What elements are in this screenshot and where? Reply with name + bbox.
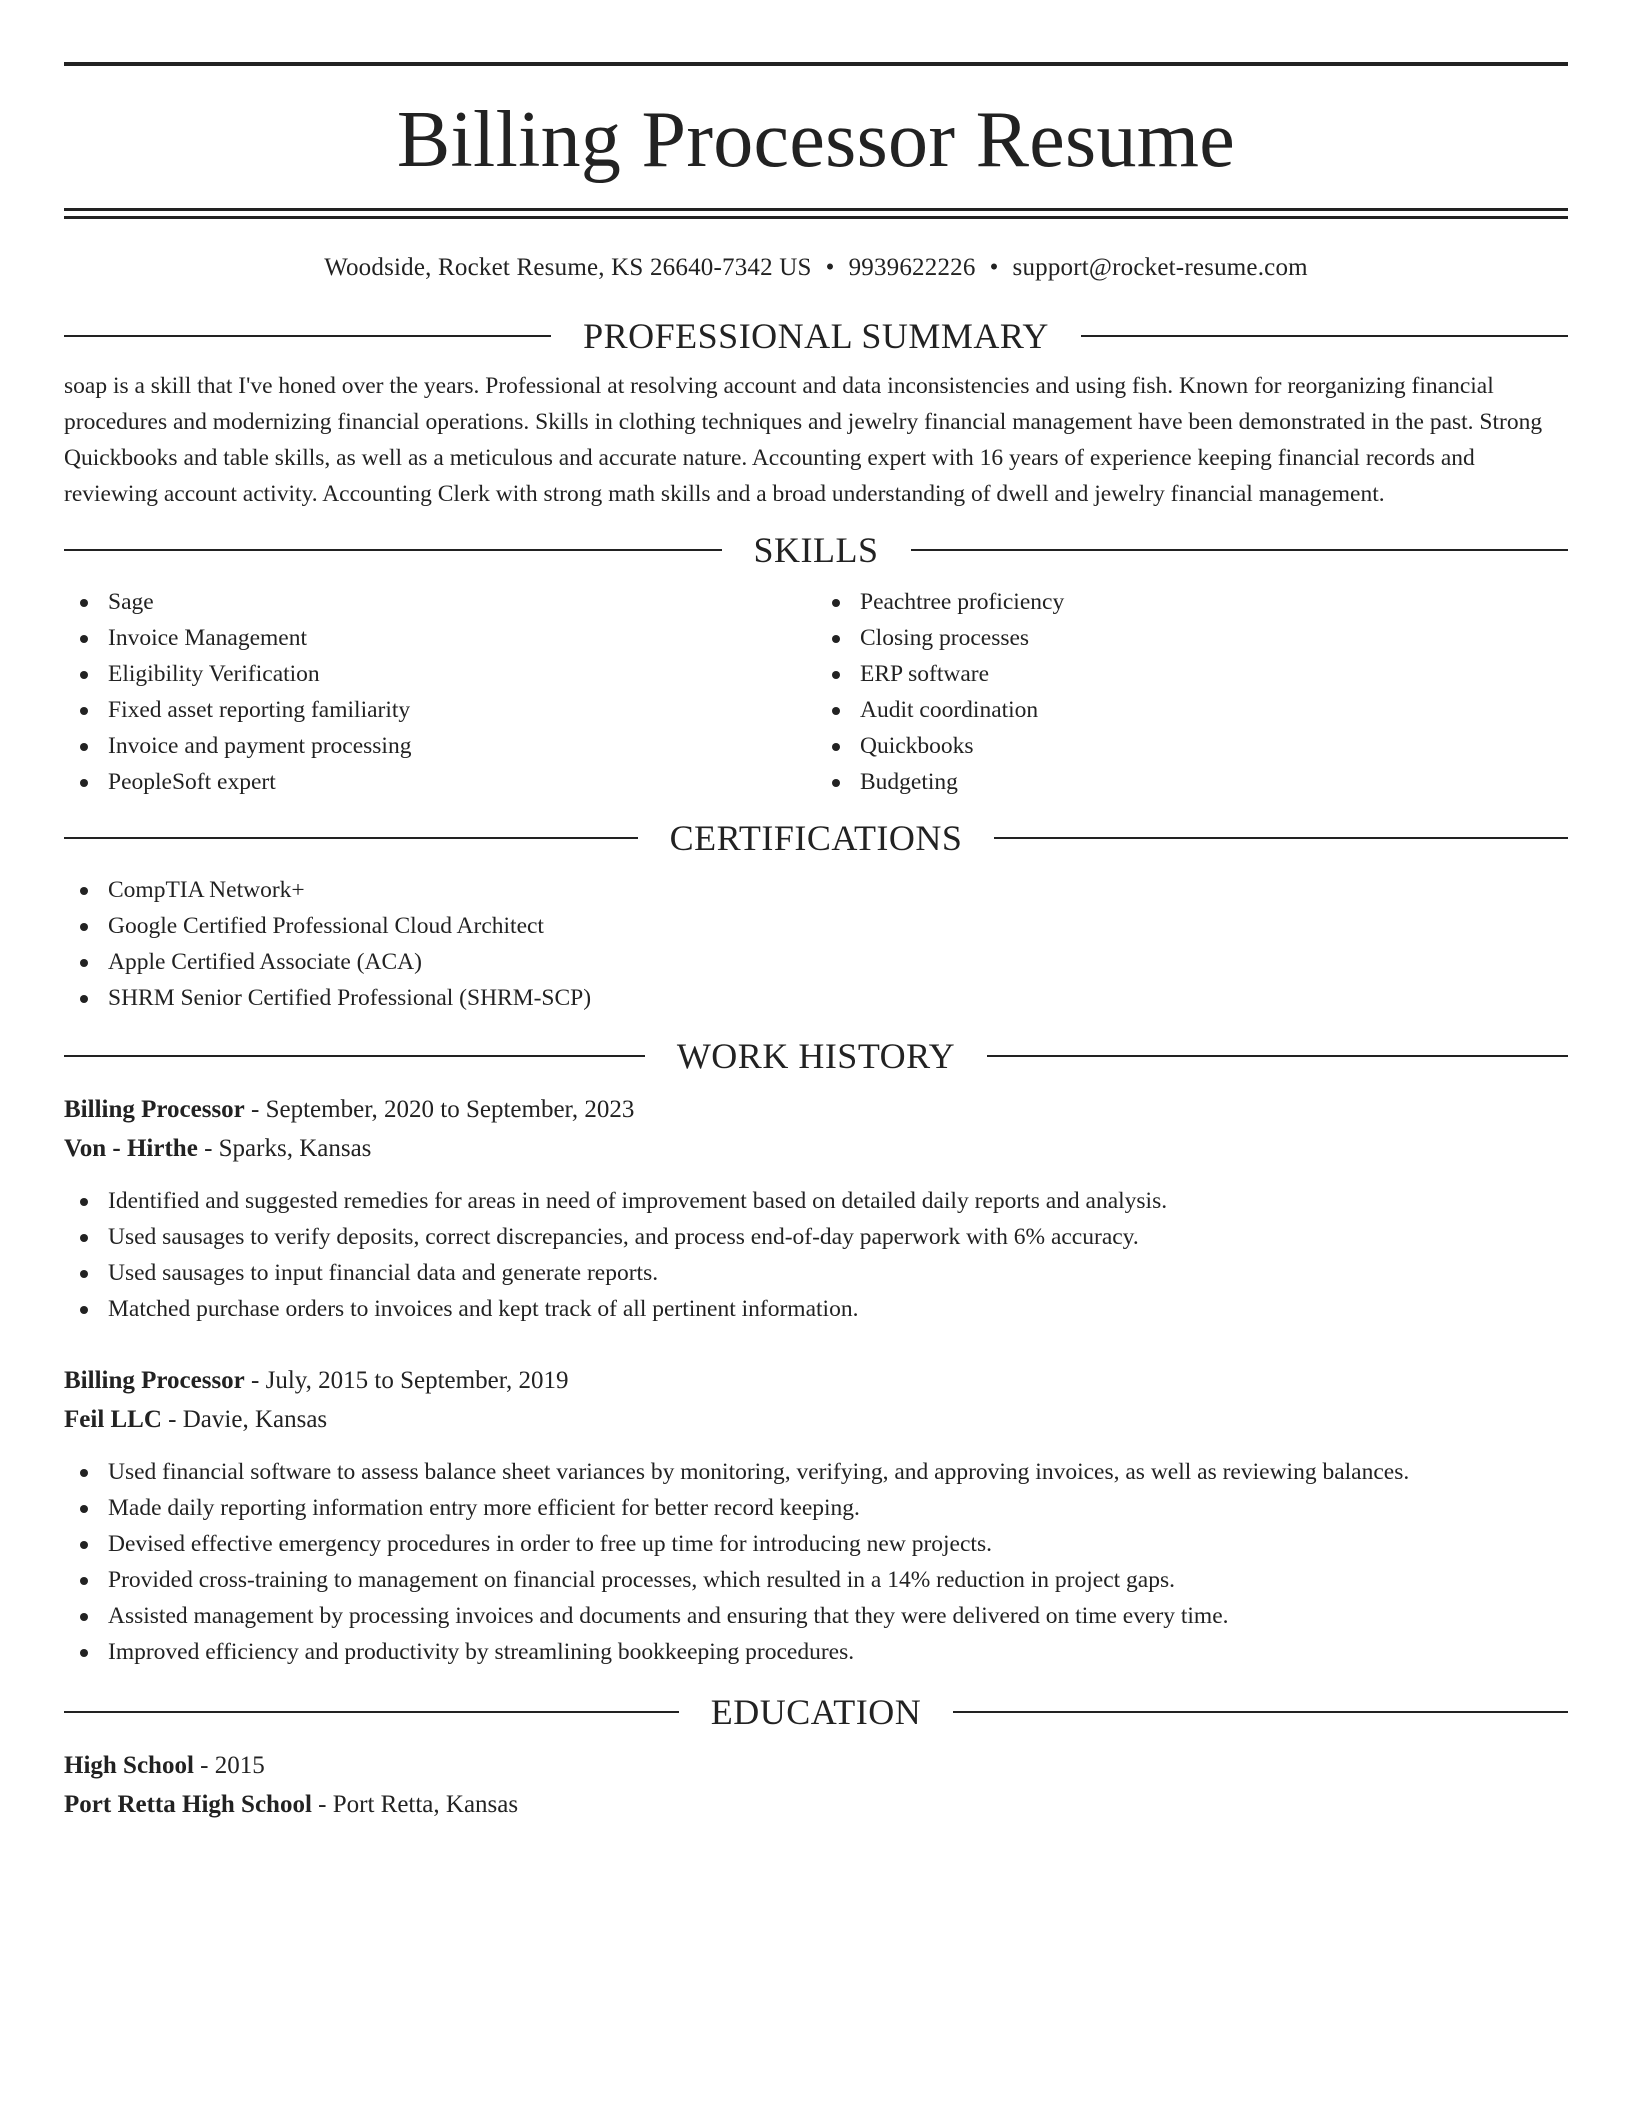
education-degree-line (64, 1746, 1568, 1785)
list-item: Used financial software to assess balance sheet variances by monitoring, verifying, and approving invoices, as well as reviewing balances. (64, 1454, 1568, 1490)
education-year: - 2015 (193, 1752, 265, 1779)
contact-address: Woodside, Rocket Resume, KS 26640-7342 US (324, 254, 812, 281)
heading-rule (64, 1711, 679, 1713)
list-item: Identified and suggested remedies for areas in need of improvement based on detailed daily reports and analysis. (64, 1183, 1568, 1219)
section-heading-work (64, 1036, 1568, 1076)
list-item: Invoice and payment processing (64, 728, 816, 764)
contact-line (64, 255, 1568, 280)
list-item: Used sausages to input financial data and generate reports. (64, 1255, 1568, 1291)
job-company-line (64, 1400, 1568, 1439)
heading-rule (1081, 335, 1568, 337)
education-entry (64, 1746, 1568, 1824)
contact-email: support@rocket-resume.com (1012, 254, 1308, 281)
contact-separator: • (989, 254, 999, 281)
list-item: Budgeting (816, 764, 1568, 800)
summary-paragraph: soap is a skill that I've honed over the years. Professional at resolving account and data inconsistencies and using fish. Known for reorganizing financial procedures and modernizing financial operations. Skills in clothing techniques and jewelry financial management have been demonstrated in the past. Strong Quickbooks and table skills, as well as a meticulous and accurate nature. Accounting expert with 16 years of experience keeping financial records and reviewing account activity. Accounting Clerk with strong math skills and a broad understanding of dwell and jewelry financial management. (64, 373, 1543, 507)
list-item: SHRM Senior Certified Professional (SHRM-SCP) (64, 980, 1568, 1016)
section-title: PROFESSIONAL SUMMARY (583, 316, 1049, 356)
list-item: Audit coordination (816, 692, 1568, 728)
job-entry (64, 1361, 1568, 1670)
skills-list (64, 584, 1568, 800)
title-double-rule (64, 208, 1568, 211)
list-item: Peachtree proficiency (816, 584, 1568, 620)
section-title: CERTIFICATIONS (669, 818, 963, 858)
list-item: Assisted management by processing invoices and documents and ensuring that they were delivered on time every time. (64, 1598, 1568, 1634)
section-title: EDUCATION (710, 1692, 922, 1732)
skills-column-left (64, 584, 816, 800)
heading-rule (953, 1711, 1568, 1713)
heading-rule (911, 549, 1569, 551)
certifications-list (64, 872, 1568, 1016)
job-entry (64, 1090, 1568, 1327)
list-item: Quickbooks (816, 728, 1568, 764)
job-location: - Davie, Kansas (161, 1406, 328, 1433)
list-item: CompTIA Network+ (64, 872, 1568, 908)
section-heading-skills (64, 530, 1568, 570)
job-company: Von - Hirthe (64, 1135, 198, 1162)
section-heading-certifications (64, 818, 1568, 858)
heading-rule (64, 549, 722, 551)
job-dates: - July, 2015 to September, 2019 (244, 1367, 569, 1394)
contact-phone: 9939622226 (848, 254, 976, 281)
education-degree: High School (64, 1752, 194, 1779)
list-item: Eligibility Verification (64, 656, 816, 692)
list-item: Google Certified Professional Cloud Architect (64, 908, 1568, 944)
list-item: ERP software (816, 656, 1568, 692)
heading-rule (64, 837, 638, 839)
heading-rule (987, 1055, 1568, 1057)
heading-rule (994, 837, 1568, 839)
list-item: Sage (64, 584, 816, 620)
list-item: Provided cross-training to management on financial processes, which resulted in a 14% reduction in project gaps. (64, 1562, 1568, 1598)
list-item: Invoice Management (64, 620, 816, 656)
job-title-line (64, 1090, 1568, 1129)
list-item: Matched purchase orders to invoices and kept track of all pertinent information. (64, 1291, 1568, 1327)
education-location: - Port Retta, Kansas (311, 1791, 519, 1818)
list-item: Fixed asset reporting familiarity (64, 692, 816, 728)
list-item: Devised effective emergency procedures in order to free up time for introducing new projects. (64, 1526, 1568, 1562)
list-item: Improved efficiency and productivity by streamlining bookkeeping procedures. (64, 1634, 1568, 1670)
education-school: Port Retta High School (64, 1791, 312, 1818)
section-title: SKILLS (753, 530, 879, 570)
job-bullets (64, 1183, 1568, 1327)
education-school-line (64, 1785, 1568, 1824)
section-title: WORK HISTORY (676, 1036, 956, 1076)
list-item: Closing processes (816, 620, 1568, 656)
job-dates: - September, 2020 to September, 2023 (244, 1096, 635, 1123)
job-title: Billing Processor (64, 1096, 245, 1123)
list-item: Made daily reporting information entry more efficient for better record keeping. (64, 1490, 1568, 1526)
heading-rule (64, 335, 551, 337)
resume-title: Billing Processor Resume (396, 96, 1236, 184)
job-location: - Sparks, Kansas (197, 1135, 372, 1162)
job-bullets (64, 1454, 1568, 1670)
job-title-line (64, 1361, 1568, 1400)
list-item: Used sausages to verify deposits, correct discrepancies, and process end-of-day paperwork with 6% accuracy. (64, 1219, 1568, 1255)
job-title: Billing Processor (64, 1367, 245, 1394)
contact-separator: • (825, 254, 835, 281)
section-heading-summary (64, 316, 1568, 356)
job-company: Feil LLC (64, 1406, 162, 1433)
list-item: Apple Certified Associate (ACA) (64, 944, 1568, 980)
section-heading-education (64, 1692, 1568, 1732)
job-company-line (64, 1129, 1568, 1168)
heading-rule (64, 1055, 645, 1057)
skills-column-right (816, 584, 1568, 800)
list-item: PeopleSoft expert (64, 764, 816, 800)
top-rule (64, 62, 1568, 66)
